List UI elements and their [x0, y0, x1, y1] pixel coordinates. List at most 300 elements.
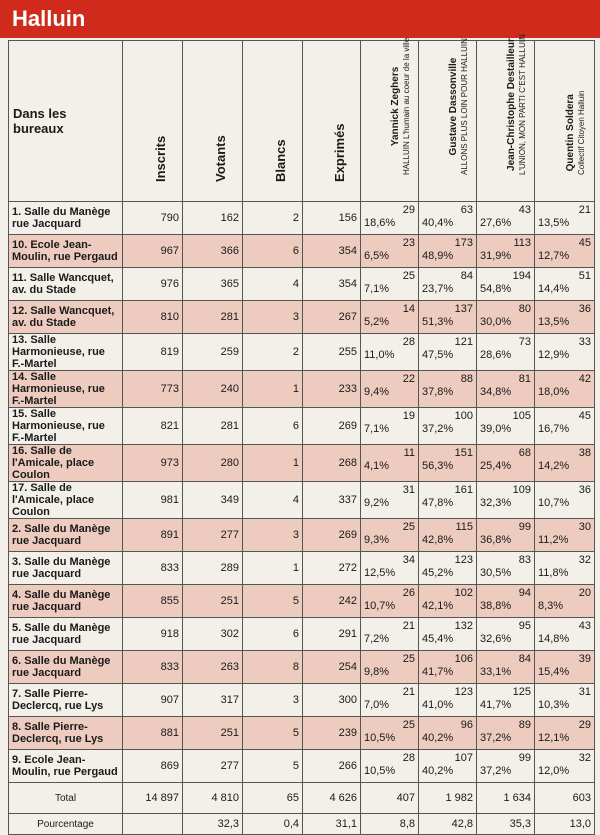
vote-count: 22 [402, 373, 415, 385]
vote-percentage: 12,0% [538, 765, 570, 777]
exprimes-cell: 267 [303, 301, 361, 334]
percentage-exprimes: 31,1 [303, 814, 361, 835]
vote-count: 88 [460, 373, 473, 385]
vote-percentage: 10,7% [364, 600, 396, 612]
vote-count: 34 [402, 554, 415, 566]
votants-cell: 251 [183, 585, 243, 618]
col-blancs: Blancs [243, 41, 303, 202]
vote-count: 11 [403, 447, 415, 459]
vote-percentage: 54,8% [480, 283, 512, 295]
candidate-1-cell [361, 482, 419, 519]
vote-count: 38 [578, 447, 591, 459]
vote-count: 43 [518, 204, 531, 216]
votants-cell: 317 [183, 684, 243, 717]
vote-count: 31 [402, 484, 415, 496]
vote-percentage: 5,2% [364, 316, 390, 328]
candidate-name: Quentin Soldera [564, 94, 576, 172]
vote-count: 102 [454, 587, 473, 599]
total-exprimes: 4 626 [303, 783, 361, 814]
vote-percentage: 9,3% [364, 534, 390, 546]
candidate-3-cell [477, 585, 535, 618]
vote-count: 21 [402, 620, 415, 632]
votants-cell: 365 [183, 268, 243, 301]
blancs-cell: 4 [243, 268, 303, 301]
bureau-name: 2. Salle du Manège rue Jacquard [9, 519, 123, 552]
candidate-1-cell [361, 618, 419, 651]
candidate-1-cell [361, 202, 419, 235]
exprimes-cell: 337 [303, 482, 361, 519]
inscrits-cell: 790 [123, 202, 183, 235]
vote-count: 31 [578, 686, 591, 698]
votants-cell: 240 [183, 371, 243, 408]
vote-count: 137 [454, 303, 473, 315]
vote-count: 42 [578, 373, 591, 385]
candidate-4-cell [535, 268, 595, 301]
candidate-3-cell [477, 334, 535, 371]
candidate-3-cell [477, 268, 535, 301]
candidate-4-cell [535, 651, 595, 684]
candidate-2-cell [419, 408, 477, 445]
table-row [9, 618, 595, 651]
vote-count: 45 [578, 410, 591, 422]
percentage-row [9, 814, 595, 835]
inscrits-cell: 891 [123, 519, 183, 552]
vote-percentage: 41,7% [480, 699, 512, 711]
candidate-3-cell [477, 301, 535, 334]
vote-count: 51 [578, 270, 591, 282]
vote-percentage: 12,1% [538, 732, 570, 744]
vote-percentage: 4,1% [364, 460, 390, 472]
vote-percentage: 31,9% [480, 250, 512, 262]
vote-percentage: 37,2% [480, 765, 512, 777]
candidate-1-cell [361, 334, 419, 371]
percentage-votants: 32,3 [183, 814, 243, 835]
bureau-name: 8. Salle Pierre-Declercq, rue Lys [9, 717, 123, 750]
table-row [9, 684, 595, 717]
vote-count: 151 [454, 447, 473, 459]
vote-count: 125 [512, 686, 531, 698]
votants-cell: 289 [183, 552, 243, 585]
blancs-cell: 6 [243, 235, 303, 268]
vote-count: 73 [518, 336, 531, 348]
candidate-1-cell [361, 717, 419, 750]
blancs-cell: 1 [243, 552, 303, 585]
candidate-2-cell [419, 371, 477, 408]
blancs-cell: 3 [243, 301, 303, 334]
vote-percentage: 12,9% [538, 349, 570, 361]
vote-count: 106 [454, 653, 473, 665]
vote-percentage: 45,4% [422, 633, 454, 645]
vote-percentage: 30,0% [480, 316, 512, 328]
vote-count: 30 [578, 521, 591, 533]
vote-count: 39 [578, 653, 591, 665]
candidate-4-cell [535, 618, 595, 651]
vote-count: 26 [402, 587, 415, 599]
candidate-4-cell [535, 445, 595, 482]
vote-percentage: 10,3% [538, 699, 570, 711]
vote-count: 19 [402, 410, 415, 422]
vote-percentage: 23,7% [422, 283, 454, 295]
inscrits-cell: 973 [123, 445, 183, 482]
candidate-3-cell [477, 371, 535, 408]
blancs-cell: 4 [243, 482, 303, 519]
candidate-2-cell [419, 519, 477, 552]
vote-count: 132 [454, 620, 473, 632]
vote-percentage: 37,8% [422, 386, 454, 398]
blancs-cell: 6 [243, 618, 303, 651]
candidate-3-cell [477, 552, 535, 585]
vote-count: 123 [454, 554, 473, 566]
exprimes-cell: 269 [303, 519, 361, 552]
total-blancs: 65 [243, 783, 303, 814]
vote-percentage: 16,7% [538, 423, 570, 435]
candidate-2-cell [419, 717, 477, 750]
vote-percentage: 13,5% [538, 316, 570, 328]
candidate-2-cell [419, 585, 477, 618]
bureau-name: 5. Salle du Manège rue Jacquard [9, 618, 123, 651]
votants-cell: 280 [183, 445, 243, 482]
votants-cell: 263 [183, 651, 243, 684]
col-candidate-2 [419, 38, 477, 202]
candidate-1-cell [361, 519, 419, 552]
vote-count: 45 [578, 237, 591, 249]
vote-count: 84 [518, 653, 531, 665]
candidate-2-cell [419, 684, 477, 717]
vote-percentage: 7,2% [364, 633, 390, 645]
vote-count: 32 [578, 554, 591, 566]
vote-count: 25 [402, 719, 415, 731]
candidate-3-cell [477, 750, 535, 783]
vote-percentage: 28,6% [480, 349, 512, 361]
vote-count: 89 [518, 719, 531, 731]
candidate-4-cell [535, 301, 595, 334]
candidate-1-cell [361, 684, 419, 717]
votants-cell: 302 [183, 618, 243, 651]
exprimes-cell: 269 [303, 408, 361, 445]
candidate-2-cell [419, 334, 477, 371]
vote-percentage: 8,3% [538, 600, 564, 612]
vote-count: 28 [402, 752, 415, 764]
blancs-cell: 2 [243, 334, 303, 371]
vote-percentage: 32,6% [480, 633, 512, 645]
bureau-name: 11. Salle Wancquet, av. du Stade [9, 268, 123, 301]
inscrits-cell: 967 [123, 235, 183, 268]
vote-percentage: 47,5% [422, 349, 454, 361]
vote-percentage: 10,5% [364, 765, 396, 777]
inscrits-cell: 976 [123, 268, 183, 301]
total-candidate-3: 1 634 [477, 783, 535, 814]
vote-count: 28 [402, 336, 415, 348]
vote-percentage: 15,4% [538, 666, 570, 678]
exprimes-cell: 233 [303, 371, 361, 408]
vote-count: 36 [578, 484, 591, 496]
vote-count: 83 [518, 554, 531, 566]
vote-count: 99 [518, 752, 531, 764]
inscrits-cell: 907 [123, 684, 183, 717]
vote-percentage: 41,7% [422, 666, 454, 678]
total-inscrits: 14 897 [123, 783, 183, 814]
candidate-1-cell [361, 408, 419, 445]
candidate-1-cell [361, 750, 419, 783]
exprimes-cell: 255 [303, 334, 361, 371]
vote-percentage: 18,0% [538, 386, 570, 398]
vote-count: 194 [512, 270, 531, 282]
table-row [9, 202, 595, 235]
vote-count: 21 [578, 204, 591, 216]
candidate-1-cell [361, 585, 419, 618]
candidate-2-cell [419, 651, 477, 684]
vote-percentage: 30,5% [480, 567, 512, 579]
candidate-3-cell [477, 684, 535, 717]
vote-count: 161 [454, 484, 473, 496]
candidate-1-cell [361, 552, 419, 585]
vote-count: 25 [402, 521, 415, 533]
vote-count: 96 [460, 719, 473, 731]
candidate-3-cell [477, 519, 535, 552]
bureau-name: 17. Salle de l'Amicale, place Coulon [9, 482, 123, 519]
candidate-1-cell [361, 651, 419, 684]
vote-percentage: 56,3% [422, 460, 454, 472]
vote-count: 99 [518, 521, 531, 533]
vote-percentage: 40,2% [422, 765, 454, 777]
votants-cell: 251 [183, 717, 243, 750]
vote-percentage: 40,4% [422, 217, 454, 229]
votants-cell: 281 [183, 408, 243, 445]
blancs-cell: 2 [243, 202, 303, 235]
vote-percentage: 42,8% [422, 534, 454, 546]
vote-percentage: 10,7% [538, 497, 570, 509]
candidate-1-cell [361, 445, 419, 482]
votants-cell: 277 [183, 750, 243, 783]
candidate-2-cell [419, 301, 477, 334]
blancs-cell: 1 [243, 371, 303, 408]
vote-percentage: 47,8% [422, 497, 454, 509]
vote-percentage: 51,3% [422, 316, 454, 328]
candidate-3-cell [477, 482, 535, 519]
total-votants: 4 810 [183, 783, 243, 814]
candidate-4-cell [535, 552, 595, 585]
votants-cell: 349 [183, 482, 243, 519]
vote-percentage: 9,2% [364, 497, 390, 509]
exprimes-cell: 354 [303, 268, 361, 301]
vote-count: 121 [454, 336, 473, 348]
candidate-2-cell [419, 482, 477, 519]
vote-count: 80 [518, 303, 531, 315]
candidate-name: Jean-Christophe Destailleur [505, 38, 517, 171]
exprimes-cell: 156 [303, 202, 361, 235]
candidate-list: HALLUIN L'humain au coeur de la ville [401, 37, 411, 175]
inscrits-cell: 833 [123, 651, 183, 684]
candidate-name: Yannick Zeghers [389, 66, 401, 147]
vote-count: 173 [454, 237, 473, 249]
vote-percentage: 33,1% [480, 666, 512, 678]
vote-count: 68 [518, 447, 531, 459]
vote-percentage: 7,1% [364, 423, 390, 435]
bureau-name: 10. Ecole Jean-Moulin, rue Pergaud [9, 235, 123, 268]
candidate-list: Collectif Citoyen Halluin [576, 90, 586, 175]
total-candidate-4: 603 [535, 783, 595, 814]
candidate-2-cell [419, 445, 477, 482]
percentage-candidate-1: 8,8 [361, 814, 419, 835]
vote-count: 33 [578, 336, 591, 348]
bureau-name: 6. Salle du Manège rue Jacquard [9, 651, 123, 684]
inscrits-cell: 821 [123, 408, 183, 445]
candidate-4-cell [535, 371, 595, 408]
exprimes-cell: 354 [303, 235, 361, 268]
exprimes-cell: 291 [303, 618, 361, 651]
bureau-name: 16. Salle de l'Amicale, place Coulon [9, 445, 123, 482]
vote-count: 109 [512, 484, 531, 496]
inscrits-cell: 918 [123, 618, 183, 651]
vote-count: 94 [518, 587, 531, 599]
candidate-3-cell [477, 408, 535, 445]
exprimes-cell: 266 [303, 750, 361, 783]
vote-count: 63 [460, 204, 473, 216]
exprimes-cell: 272 [303, 552, 361, 585]
vote-count: 115 [455, 521, 473, 533]
bureau-name: 12. Salle Wancquet, av. du Stade [9, 301, 123, 334]
table-row [9, 519, 595, 552]
vote-count: 20 [578, 587, 591, 599]
table-row [9, 445, 595, 482]
inscrits-cell: 819 [123, 334, 183, 371]
blancs-cell: 6 [243, 408, 303, 445]
vote-percentage: 45,2% [422, 567, 454, 579]
candidate-1-cell [361, 235, 419, 268]
vote-count: 29 [402, 204, 415, 216]
candidate-4-cell [535, 585, 595, 618]
vote-percentage: 14,2% [538, 460, 570, 472]
vote-percentage: 12,5% [364, 567, 396, 579]
col-candidate-3 [477, 34, 535, 202]
blancs-cell: 5 [243, 717, 303, 750]
votants-cell: 259 [183, 334, 243, 371]
vote-count: 14 [402, 303, 415, 315]
vote-count: 23 [402, 237, 415, 249]
vote-percentage: 36,8% [480, 534, 512, 546]
candidate-4-cell [535, 750, 595, 783]
candidate-2-cell [419, 618, 477, 651]
total-label: Total [9, 783, 123, 814]
vote-percentage: 32,3% [480, 497, 512, 509]
vote-percentage: 6,5% [364, 250, 390, 262]
table-row [9, 301, 595, 334]
table-row [9, 552, 595, 585]
col-exprimes: Exprimés [303, 41, 361, 202]
candidate-2-cell [419, 750, 477, 783]
candidate-2-cell [419, 268, 477, 301]
inscrits-cell: 773 [123, 371, 183, 408]
table-row [9, 268, 595, 301]
candidate-4-cell [535, 717, 595, 750]
vote-count: 84 [460, 270, 473, 282]
vote-percentage: 9,4% [364, 386, 390, 398]
total-candidate-1: 407 [361, 783, 419, 814]
vote-percentage: 41,0% [422, 699, 454, 711]
vote-count: 36 [578, 303, 591, 315]
vote-percentage: 18,6% [364, 217, 396, 229]
bureau-name: 13. Salle Harmonieuse, rue F.-Martel [9, 334, 123, 371]
blancs-cell: 3 [243, 519, 303, 552]
percentage-candidate-4: 13,0 [535, 814, 595, 835]
vote-count: 25 [402, 270, 415, 282]
candidate-4-cell [535, 684, 595, 717]
vote-count: 107 [454, 752, 473, 764]
candidate-2-cell [419, 552, 477, 585]
vote-count: 29 [578, 719, 591, 731]
vote-count: 105 [512, 410, 531, 422]
bureau-name: 9. Ecole Jean-Moulin, rue Pergaud [9, 750, 123, 783]
vote-count: 113 [513, 237, 531, 249]
candidate-1-cell [361, 301, 419, 334]
vote-percentage: 48,9% [422, 250, 454, 262]
vote-percentage: 39,0% [480, 423, 512, 435]
bureau-name: 14. Salle Harmonieuse, rue F.-Martel [9, 371, 123, 408]
votants-cell: 366 [183, 235, 243, 268]
inscrits-cell: 855 [123, 585, 183, 618]
inscrits-cell: 881 [123, 717, 183, 750]
candidate-2-cell [419, 235, 477, 268]
inscrits-cell: 869 [123, 750, 183, 783]
header-banner [0, 0, 600, 38]
table-row [9, 750, 595, 783]
votants-cell: 277 [183, 519, 243, 552]
table-row [9, 408, 595, 445]
vote-count: 25 [402, 653, 415, 665]
table-row [9, 235, 595, 268]
vote-count: 32 [578, 752, 591, 764]
vote-percentage: 37,2% [422, 423, 454, 435]
vote-percentage: 34,8% [480, 386, 512, 398]
vote-percentage: 12,7% [538, 250, 570, 262]
col-candidate-4 [535, 41, 595, 202]
candidate-3-cell [477, 202, 535, 235]
vote-count: 123 [454, 686, 473, 698]
vote-count: 43 [578, 620, 591, 632]
table-row [9, 651, 595, 684]
vote-percentage: 40,2% [422, 732, 454, 744]
table-row [9, 371, 595, 408]
candidate-3-cell [477, 717, 535, 750]
vote-percentage: 27,6% [480, 217, 512, 229]
percentage-candidate-3: 35,3 [477, 814, 535, 835]
candidate-4-cell [535, 408, 595, 445]
vote-percentage: 7,0% [364, 699, 390, 711]
percentage-candidate-2: 42,8 [419, 814, 477, 835]
candidate-2-cell [419, 202, 477, 235]
bureau-name: 7. Salle Pierre-Declercq, rue Lys [9, 684, 123, 717]
bureau-name: 3. Salle du Manège rue Jacquard [9, 552, 123, 585]
vote-percentage: 9,8% [364, 666, 390, 678]
col-candidate-1 [361, 37, 419, 202]
candidate-4-cell [535, 519, 595, 552]
vote-percentage: 14,8% [538, 633, 570, 645]
table-row [9, 717, 595, 750]
blancs-cell: 8 [243, 651, 303, 684]
candidate-4-cell [535, 482, 595, 519]
vote-percentage: 14,4% [538, 283, 570, 295]
blancs-cell: 3 [243, 684, 303, 717]
results-table [8, 34, 595, 835]
table-row [9, 334, 595, 371]
votants-cell: 281 [183, 301, 243, 334]
col-inscrits: Inscrits [123, 41, 183, 202]
table-row [9, 585, 595, 618]
table-row [9, 482, 595, 519]
bureau-name: 1. Salle du Manège rue Jacquard [9, 202, 123, 235]
candidate-1-cell [361, 371, 419, 408]
exprimes-cell: 300 [303, 684, 361, 717]
